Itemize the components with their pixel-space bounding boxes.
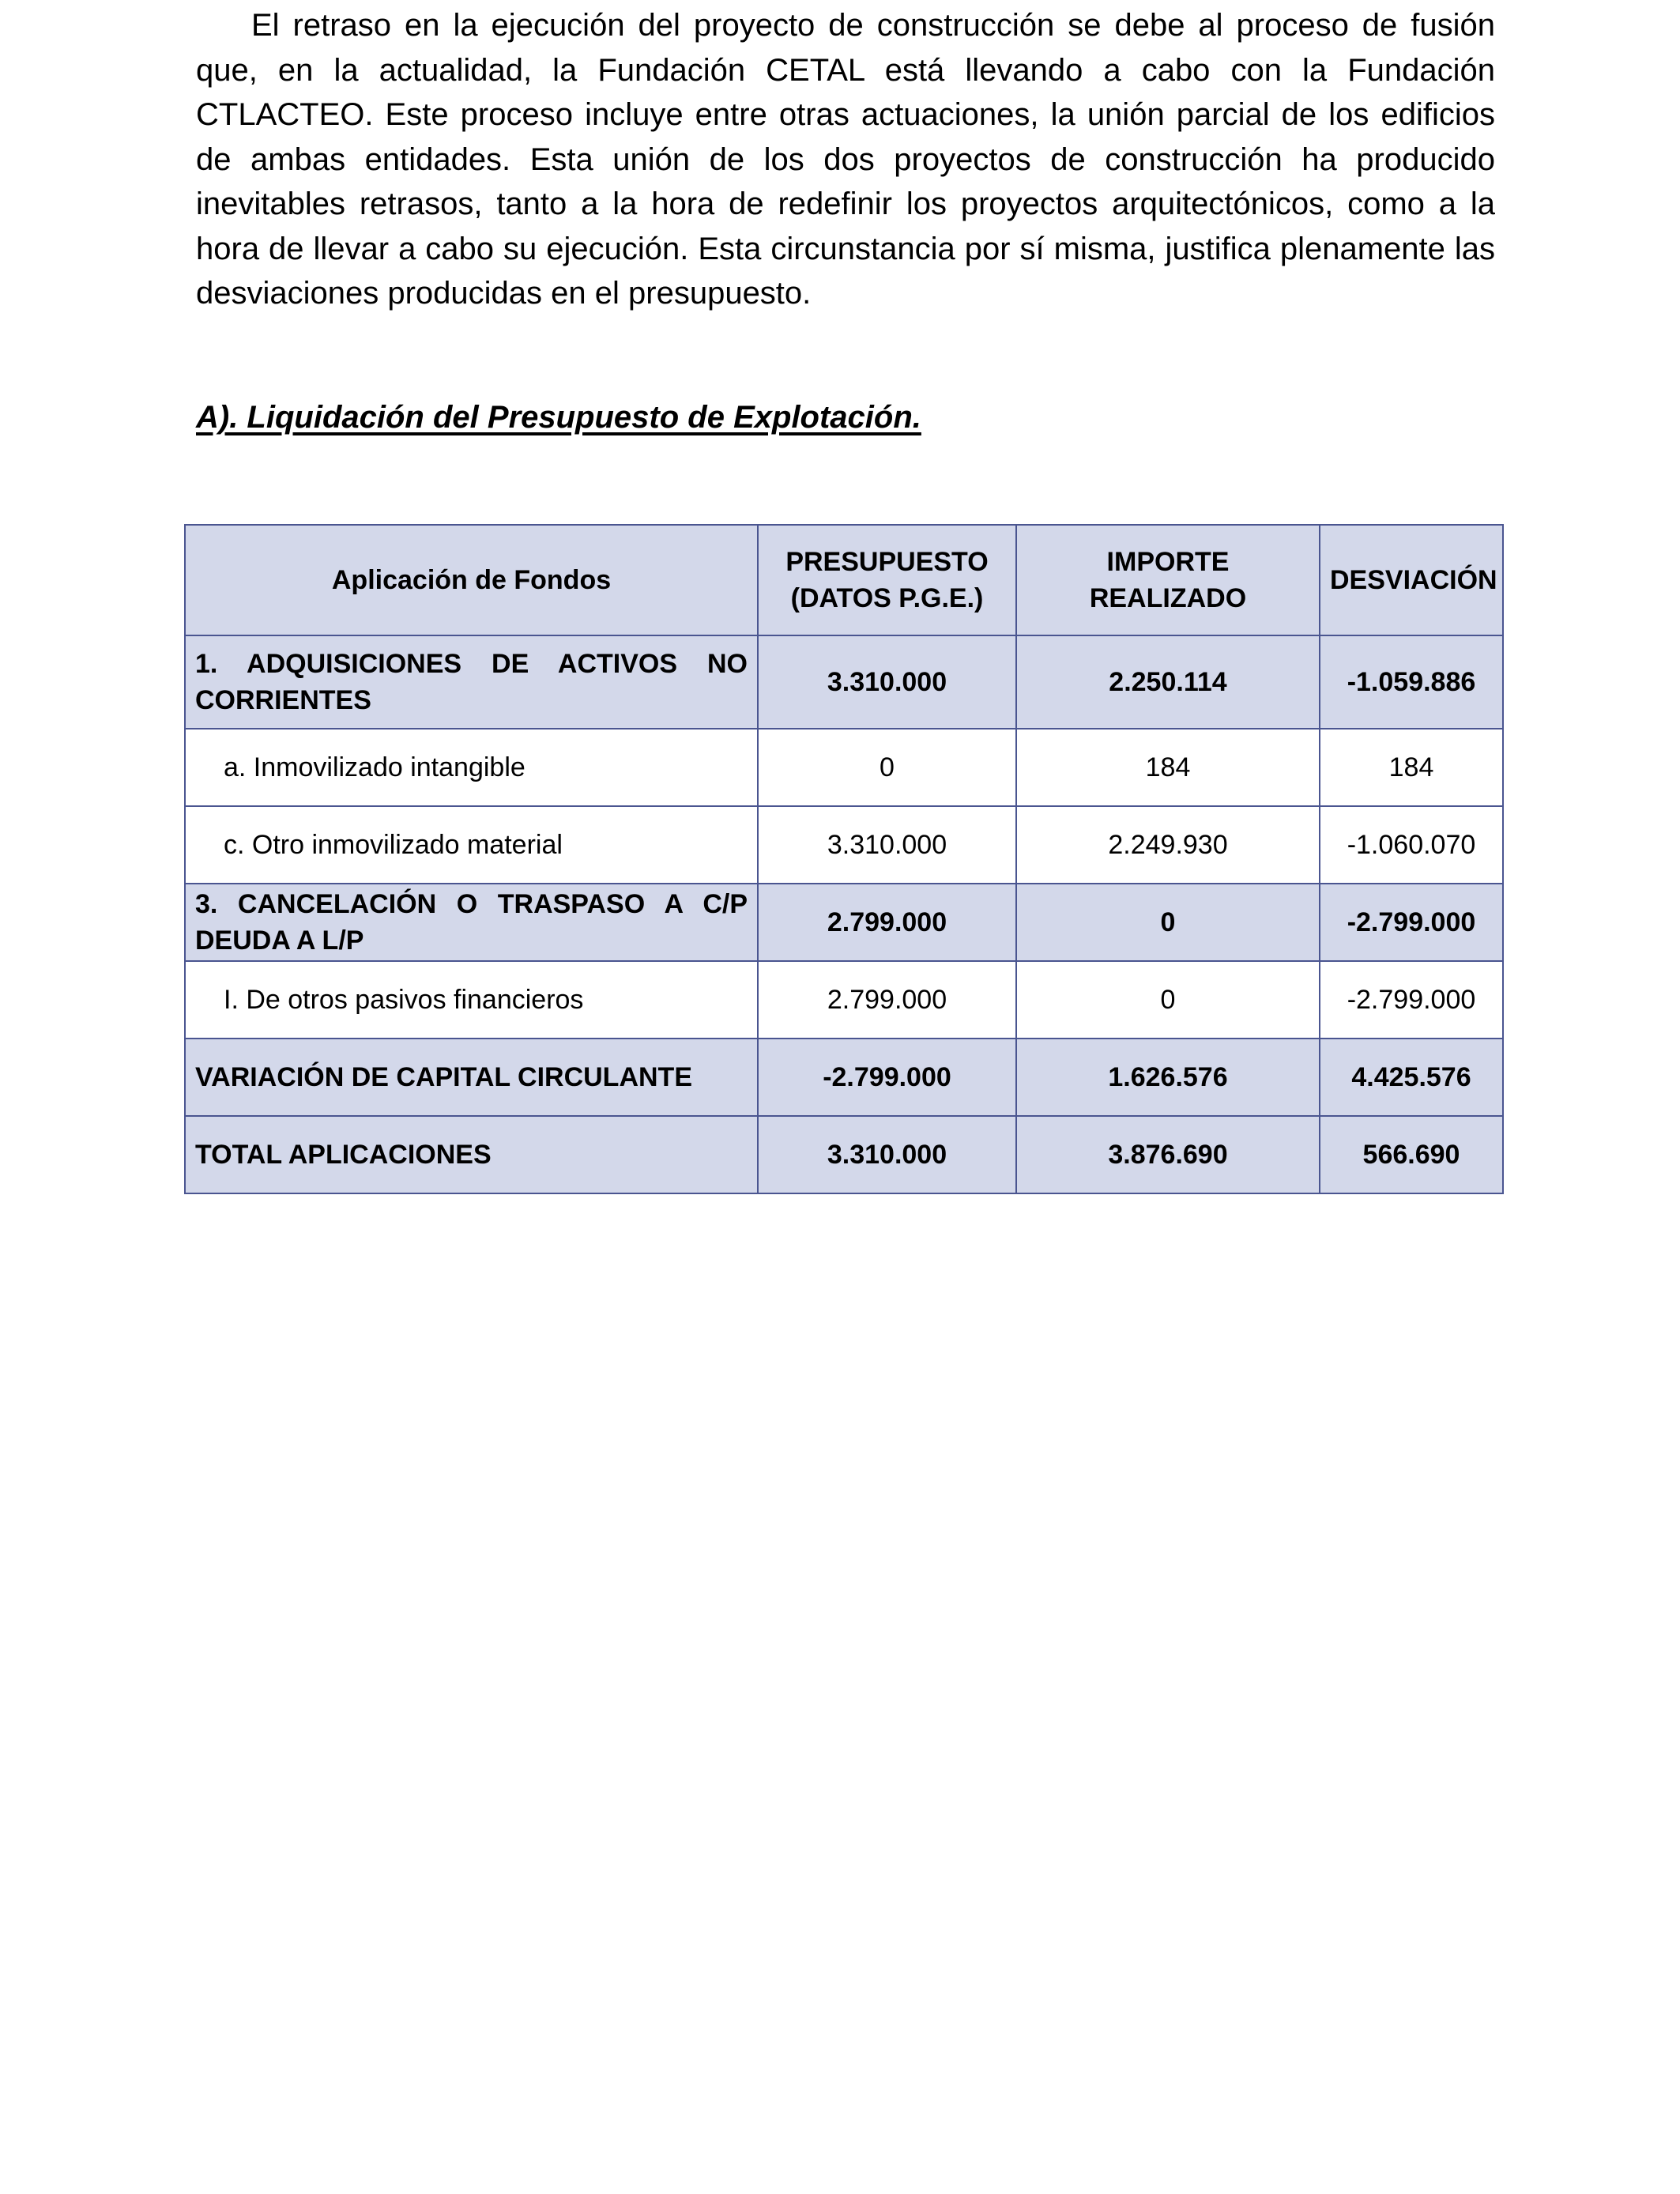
header-deviation: DESVIACIÓN: [1320, 525, 1503, 635]
intro-paragraph: El retraso en la ejecución del proyecto de construcción se debe al proceso de fusión que, en la actualidad, la Fundación CETAL está llevando a cabo con la Fundación CTLACTEO. Este proceso incluye entre otras actuaciones, la unión parcial de los edificios de ambas entidades. Esta unión de los dos proyectos de construcción ha producido inevitables retrasos, tanto a la hora de redefinir los proyectos arquitectónicos, como a la hora de llevar a cabo su ejecución. Esta circunstancia por sí misma, justifica plenamente las desviaciones producidas en el presupuesto.: [196, 8, 1495, 311]
row-deviation: 4.425.576: [1320, 1039, 1503, 1116]
row-budget: 3.310.000: [758, 1116, 1016, 1193]
table-row: [185, 806, 1503, 884]
header-budget: [758, 525, 1016, 635]
header-budget-line2: (DATOS P.G.E.): [790, 583, 984, 613]
table-row: [185, 1039, 1503, 1116]
row-label: a. Inmovilizado intangible: [185, 729, 758, 806]
row-deviation: -2.799.000: [1320, 961, 1503, 1039]
row-realized: 3.876.690: [1016, 1116, 1320, 1193]
row-realized: 2.250.114: [1016, 635, 1320, 729]
table-header-row: [185, 525, 1503, 635]
row-label: 1. ADQUISICIONES DE ACTIVOS NO CORRIENTES: [185, 635, 758, 729]
row-label: c. Otro inmovilizado material: [185, 806, 758, 884]
row-label: 3. CANCELACIÓN O TRASPASO A C/P DEUDA A L/P: [185, 884, 758, 961]
row-budget: 2.799.000: [758, 884, 1016, 961]
table-row: [185, 729, 1503, 806]
row-deviation: 566.690: [1320, 1116, 1503, 1193]
row-realized: 0: [1016, 961, 1320, 1039]
row-label: TOTAL APLICACIONES: [185, 1116, 758, 1193]
row-budget: 2.799.000: [758, 961, 1016, 1039]
row-deviation: -1.059.886: [1320, 635, 1503, 729]
header-budget-line1: PRESUPUESTO: [785, 547, 989, 577]
header-concept: Aplicación de Fondos: [185, 525, 758, 635]
row-budget: 0: [758, 729, 1016, 806]
row-realized: 2.249.930: [1016, 806, 1320, 884]
table-row: [185, 635, 1503, 729]
row-budget: 3.310.000: [758, 635, 1016, 729]
row-label: VARIACIÓN DE CAPITAL CIRCULANTE: [185, 1039, 758, 1116]
table-row: [185, 1116, 1503, 1193]
table-row: [185, 884, 1503, 961]
row-deviation: 184: [1320, 729, 1503, 806]
section-heading: A). Liquidación del Presupuesto de Explotación.: [196, 400, 921, 435]
row-label: I. De otros pasivos financieros: [185, 961, 758, 1039]
row-realized: 184: [1016, 729, 1320, 806]
row-deviation: -2.799.000: [1320, 884, 1503, 961]
row-budget: -2.799.000: [758, 1039, 1016, 1116]
row-realized: 1.626.576: [1016, 1039, 1320, 1116]
row-budget: 3.310.000: [758, 806, 1016, 884]
header-realized: IMPORTE REALIZADO: [1016, 525, 1320, 635]
row-deviation: -1.060.070: [1320, 806, 1503, 884]
row-realized: 0: [1016, 884, 1320, 961]
table-row: [185, 961, 1503, 1039]
budget-table: [184, 524, 1504, 1194]
